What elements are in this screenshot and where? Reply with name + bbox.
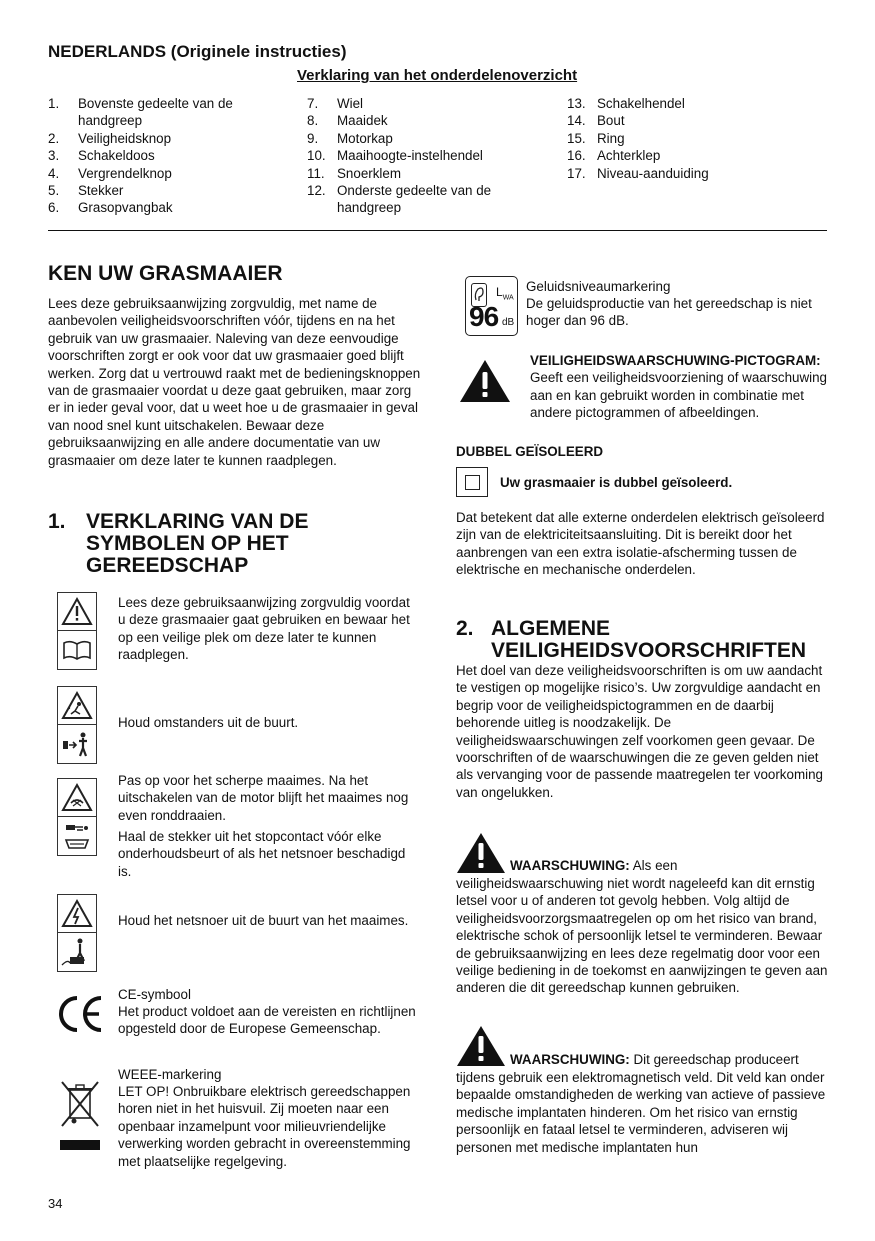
parts-list-col1 [48, 95, 288, 217]
warning-pictogram-text: VEILIGHEIDSWAARSCHUWING-PICTOGRAM: Geeft een veiligheidsvoorziening of waarschuwing aan en kan gebruikt worden in combinatie met andere pictogrammen of afbeeldingen. [530, 353, 828, 421]
section2-title: ALGEMENE VEILIGHEIDSVOORSCHRIFTEN [491, 617, 807, 662]
section2-body: Het doel van deze veiligheidsvoorschriften is om uw aandacht te vestigen op mogelijke risico’s. Uw zorgvuldige aandacht en begrip voor de veiligheidspictogrammen en de daarbij behorende uitleg is noodzakelijk. De veiligheidswaarschuwingen zelf voorkomen geen gevaar. De voorschriften of de waarschuwingen die ze geven gelden niet als vervanging voor de passende maatregelen ter voorkoming van ongelukken. [456, 663, 823, 800]
list-item: 4. Vergrendelknop [48, 165, 172, 181]
symbol-text: Houd het netsnoer uit de buurt van het maaimes. [118, 913, 409, 928]
list-item: 3. Schakeldoos [48, 148, 155, 164]
blade-warning-icon [57, 778, 97, 818]
crossed-bin-icon [58, 1078, 102, 1156]
page-number: 34 [48, 1196, 63, 1211]
warning1-text: veiligheidswaarschuwing niet wordt nageleefd kan dit ernstig letsel voor u of anderen tot gevolg hebben. Volg altijd de veiligheidsvoorzorgsmaatregelen op om het risico van brand, elektrische schok of persoonlijk letsel te verminderen. Bewaar de gebruiksaanwijzing en lees deze regelmatig door voor een veilige bediening in de toekomst en aanwijzingen te geven aan anderen die dit gereedschap kunnen gebruiken. [456, 876, 828, 996]
symbol-row-read-manual [48, 592, 428, 674]
warning2-first-line: WAARSCHUWING: Dit gereedschap produceert [510, 1052, 799, 1067]
parts-list-col2 [307, 95, 522, 217]
double-insulated-text: Dat betekent dat alle externe onderdelen elektrisch geïsoleerd zijn van de elektriciteitsaansluiting. Dit is bereikt door het aanbrengen van een extra isolatie-afscherming tussen de elektrische en mechanische onderdelen. [456, 510, 825, 578]
mower-cord-icon [57, 932, 97, 972]
section1-number: 1. [48, 510, 66, 533]
list-item: 13. Schakelhendel [567, 96, 685, 111]
warning2-triangle-icon [456, 1025, 506, 1067]
parts-overview-title: Verklaring van het onderdelenoverzicht [297, 67, 578, 84]
symbol-row-cord [48, 894, 428, 974]
symbol-row-sharp-blade [48, 773, 428, 879]
unplug-maintenance-icon [57, 816, 97, 856]
symbol-row-weee [48, 1066, 428, 1186]
symbol-text: Het product voldoet aan de vereisten en richtlijnen opgesteld door de Europese Gemeenschap. [118, 1004, 416, 1037]
keep-distance-person-icon [57, 724, 97, 764]
list-item: 12. Onderste gedeelte van de handgreep [307, 183, 492, 216]
list-item: 14. Bout [567, 113, 625, 129]
symbol-text: Lees deze gebruiksaanwijzing zorgvuldig voordat u deze grasmaaier gaat gebruiken en bewaar het op een veilige plek om deze later te kunnen raadplegen. [118, 595, 410, 663]
intro-title: KEN UW GRASMAAIER [48, 262, 283, 285]
ce-symbol-title: CE-symbool [118, 987, 191, 1002]
symbol-text: LET OP! Onbruikbare elektrisch gereedschappen horen niet in het huisvuil. Zij moeten naar een openbaar inzamelpunt voor milieuvriendelijke verwerking worden gebracht in overeenstemming met plaatselijke regelgeving. [118, 1084, 411, 1169]
list-item: 15. Ring [567, 130, 625, 146]
symbol-text-2: Haal de stekker uit het stopcontact vóór elke onderhoudsbeurt of als het netsnoer beschadigd is. [118, 829, 406, 879]
ce-mark-icon [57, 994, 105, 1030]
list-item: 5. Stekker [48, 183, 124, 199]
noise-level-badge [465, 276, 518, 336]
warning1-first-line: WAARSCHUWING: Als een [510, 858, 678, 873]
list-item: 8. Maaidek [307, 113, 388, 129]
double-insulated-heading: DUBBEL GEÏSOLEERD [456, 444, 604, 459]
language-heading: NEDERLANDS (Originele instructies) [48, 42, 347, 61]
electric-shock-warning-icon [57, 894, 97, 934]
parts-list-col3 [567, 95, 807, 182]
list-item: 1. Bovenste gedeelte van de handgreep [48, 96, 233, 129]
weee-title: WEEE-markering [118, 1067, 222, 1082]
noise-value: 96 [469, 301, 499, 332]
list-item: 2. Veiligheidsknop [48, 130, 172, 146]
warning-triangle-icon [57, 592, 97, 632]
list-item: 17. Niveau-aanduiding [567, 165, 709, 181]
list-item: 9. Motorkap [307, 130, 393, 146]
thrown-object-warning-icon [57, 686, 97, 726]
double-insulated-label: Uw grasmaaier is dubbel geïsoleerd. [500, 475, 733, 490]
noise-title: Geluidsniveaumarkering [526, 279, 671, 294]
list-item: 16. Achterklep [567, 148, 661, 164]
section2-number: 2. [456, 617, 474, 640]
warning2-text: tijdens gebruik een elektromagnetisch veld. Dit veld kan onder bepaalde omstandigheden de werking van actieve of passieve medische implantaten hinderen. Om het risico van ernstig persoonlijk en fataal letsel te verminderen, adviseren wij personen met medische implantaten hun [456, 1070, 826, 1155]
intro-body: Lees deze gebruiksaanwijzing zorgvuldig, met name de aanbevolen veiligheidsvoorschriften vóór, tijdens en na het gebruik van uw grasmaaier. Naleving van deze eenvoudige voorschriften zorgt er ook voor dat uw grasmaaier goed blijft werken. Zorg dat u vertrouwd raakt met de bedieningsknoppen van de grasmaaier voordat u deze gaat gebruiken, maar zorg er in ieder geval voor, dat u weet hoe u de grasmaaier in geval van nood snel kunt uitschakelen. Bewaar deze gebruiksaanwijzing en alle andere documentatie van uw grasmaaier om deze later te kunnen raadplegen. [48, 296, 421, 468]
noise-unit: dB [502, 317, 515, 328]
double-square-icon [456, 467, 488, 497]
list-item: 6. Grasopvangbak [48, 200, 173, 216]
symbol-text: Houd omstanders uit de buurt. [118, 715, 299, 730]
list-item: 11. Snoerklem [307, 165, 402, 181]
symbol-row-bystanders [48, 686, 428, 766]
book-manual-icon [57, 630, 97, 670]
symbol-text: Pas op voor het scherpe maaimes. Na het uitschakelen van de motor blijft het maaimes nog even ronddraaien. [118, 773, 409, 823]
lwa-label: $L_{WA}$ [496, 285, 514, 302]
list-item: 10. Maaihoogte-instelhendel [307, 148, 483, 164]
section1-heading [48, 511, 428, 577]
noise-text: De geluidsproductie van het gereedschap is niet hoger dan 96 dB. [526, 296, 812, 329]
section1-title: VERKLARING VAN DE SYMBOLEN OP HET GEREEDSCHAP [86, 510, 309, 577]
warning1-triangle-icon [456, 832, 506, 874]
divider [48, 230, 827, 231]
section2-heading [456, 618, 836, 662]
symbol-row-ce [48, 986, 428, 1056]
warning-pictogram-icon [458, 358, 512, 404]
list-item: 7. Wiel [307, 96, 364, 111]
